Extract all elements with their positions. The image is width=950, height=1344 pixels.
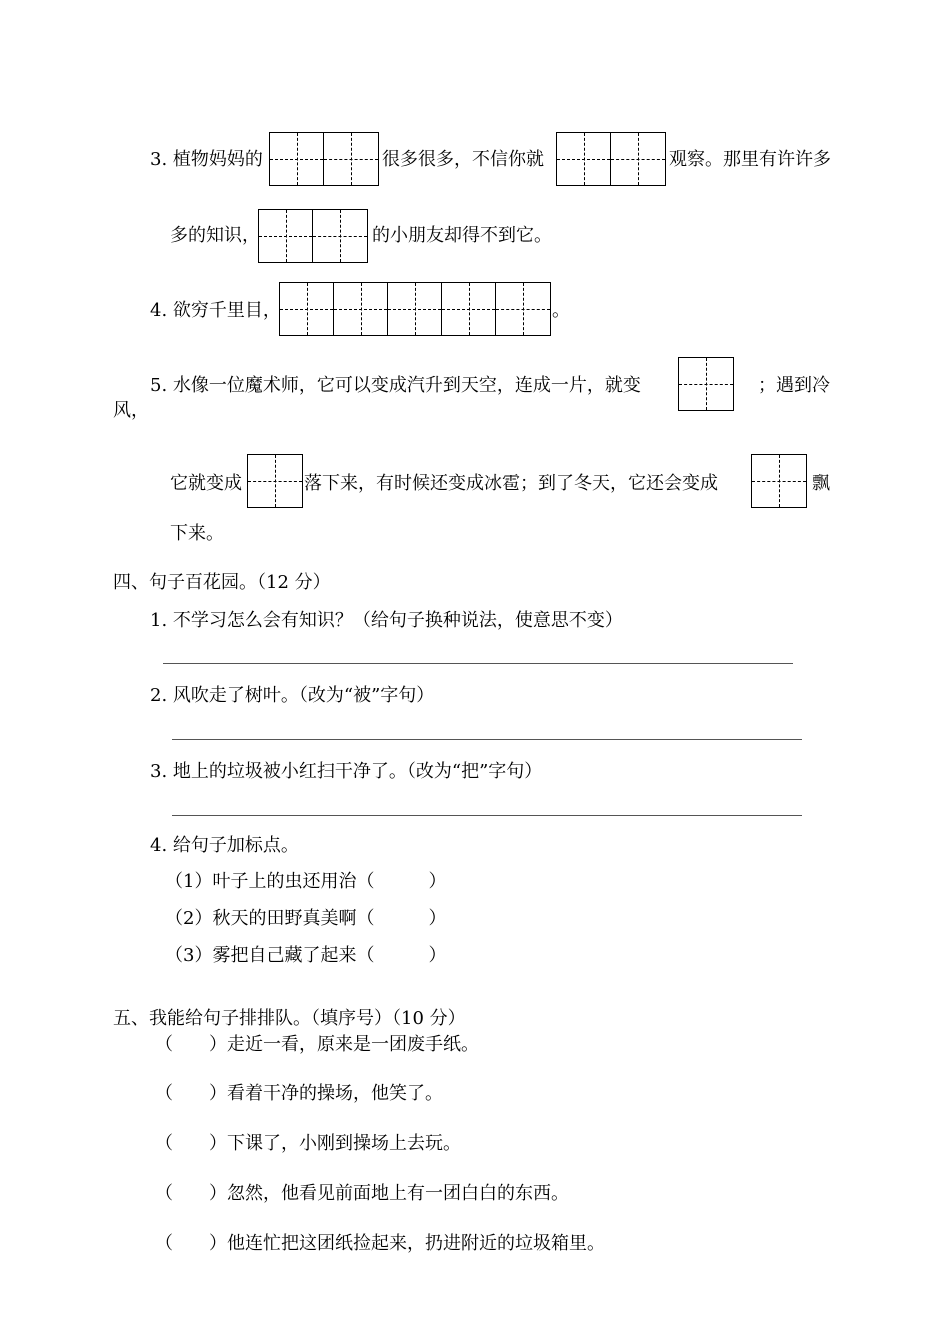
order-item-4: （ ）忽然，他看见前面地上有一团白白的东西。 [155,1183,569,1204]
s4-q1-answer-line[interactable] [163,663,793,664]
q5-answer-grid-3[interactable] [751,454,807,508]
q3-text-1: 3. 植物妈妈的 [150,149,263,170]
s4-q2-answer-line[interactable] [172,739,802,740]
q5-text-1: 5. 水像一位魔术师，它可以变成汽升到天空，连成一片，就变 [150,375,641,396]
order-item-3: （ ）下课了，小刚到操场上去玩。 [155,1133,461,1154]
punct-item-2: （2）秋天的田野真美啊（ ） [165,908,447,929]
grid-cell[interactable] [611,133,665,185]
punct-item-3: （3）雾把自己藏了起来（ ） [165,945,447,966]
grid-cell[interactable] [496,283,550,335]
s4-q3-answer-line[interactable] [172,815,802,816]
q5-text-4: 它就变成 [170,473,242,494]
q4-text-1: 4. 欲穷千里目， [150,300,281,321]
q3-text-2: 很多很多，不信你就 [382,149,544,170]
s4-q3: 3. 地上的垃圾被小红扫干净了。（改为“把”字句） [150,761,543,782]
q5-text-7: 下来。 [170,523,224,544]
q3-text-5: 的小朋友却得不到它。 [372,225,552,246]
grid-cell[interactable] [679,358,733,410]
s4-q4: 4. 给句子加标点。 [150,835,299,856]
s4-q1: 1. 不学习怎么会有知识？（给句子换种说法，使意思不变） [150,610,623,631]
grid-cell[interactable] [270,133,324,185]
q4-answer-grid[interactable] [279,282,551,336]
q3-answer-grid-1[interactable] [269,132,379,186]
q5-text-5: 落下来，有时候还变成冰雹；到了冬天，它还会变成 [304,473,718,494]
order-item-5: （ ）他连忙把这团纸捡起来，扔进附近的垃圾箱里。 [155,1233,605,1254]
q3-text-3: 观察。那里有许许多 [669,149,831,170]
section4-heading: 四、句子百花园。（12 分） [113,572,331,593]
grid-cell[interactable] [388,283,442,335]
order-item-1: （ ）走近一看，原来是一团废手纸。 [155,1034,479,1055]
order-item-2: （ ）看着干净的操场，他笑了。 [155,1083,443,1104]
q4-text-2: 。 [552,300,570,321]
grid-cell[interactable] [442,283,496,335]
q5-text-6: 飘 [812,473,830,494]
grid-cell[interactable] [752,455,806,507]
s4-q2: 2. 风吹走了树叶。（改为“被”字句） [150,685,435,706]
grid-cell[interactable] [313,210,367,262]
q5-answer-grid-2[interactable] [247,454,303,508]
grid-cell[interactable] [324,133,378,185]
grid-cell[interactable] [280,283,334,335]
punct-item-1: （1）叶子上的虫还用治（ ） [165,871,447,892]
q3-answer-grid-3[interactable] [258,209,368,263]
q5-text-3: 风， [113,400,149,421]
q5-answer-grid-1[interactable] [678,357,734,411]
q3-answer-grid-2[interactable] [556,132,666,186]
q3-text-4: 多的知识， [170,225,260,246]
grid-cell[interactable] [248,455,302,507]
grid-cell[interactable] [259,210,313,262]
q5-text-2: ；遇到冷 [758,375,830,396]
section5-heading: 五、我能给句子排排队。（填序号）（10 分） [113,1008,466,1029]
grid-cell[interactable] [557,133,611,185]
grid-cell[interactable] [334,283,388,335]
